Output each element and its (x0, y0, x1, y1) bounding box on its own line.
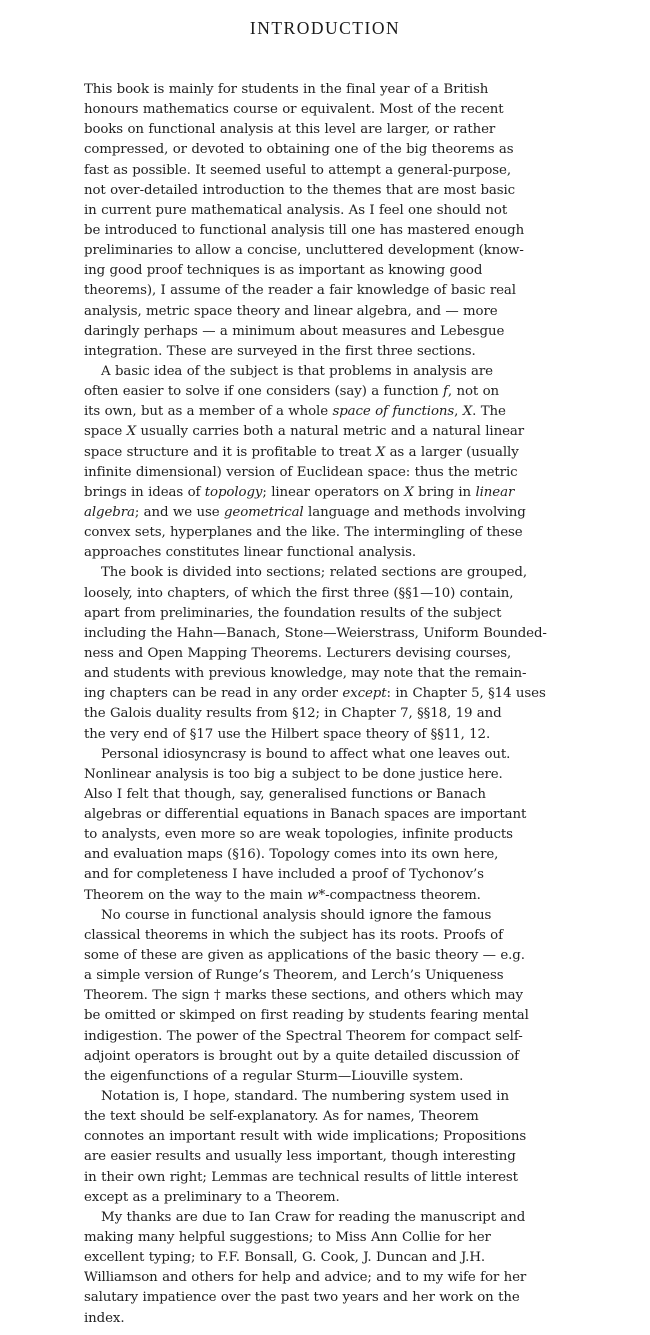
paragraph (84, 906, 589, 1087)
text-line: space structure and it is profitable to treat X as a larger (usually (84, 444, 519, 460)
text-line: No course in functional analysis should ignore the famous (101, 907, 492, 923)
text-line: analysis, metric space theory and linear algebra, and — more (84, 303, 498, 319)
text-line: a simple version of Runge’s Theorem, and Lerch’s Uniqueness (84, 968, 504, 984)
text-line: A basic idea of the subject is that problems in analysis are (101, 363, 493, 379)
text-line: and evaluation maps (§16). Topology comes into its own here, (84, 847, 499, 863)
paragraph (84, 563, 589, 744)
text-line: in current pure mathematical analysis. As I feel one should not (84, 202, 508, 218)
text-line: Notation is, I hope, standard. The numbering system used in (101, 1089, 509, 1105)
text-line: its own, but as a member of a whole space of functions, X. The (84, 404, 506, 420)
text-line: convex sets, hyperplanes and the like. The intermingling of these (84, 525, 523, 541)
text-line: The book is divided into sections; related sections are grouped, (101, 565, 527, 581)
text-line: compressed, or devoted to obtaining one of the big theorems as (84, 142, 514, 158)
text-line: making many helpful suggestions; to Miss Ann Collie for her (84, 1230, 491, 1246)
text-line: Theorem on the way to the main w*-compactness theorem. (84, 887, 481, 903)
text-line: the text should be self-explanatory. As for names, Theorem (84, 1109, 479, 1125)
text-line: Also I felt that though, say, generalised functions or Banach (84, 786, 486, 802)
text-line: not over-detailed introduction to the themes that are most basic (84, 182, 516, 198)
text-line: and students with previous knowledge, may note that the remain- (84, 666, 527, 682)
text-line: often easier to solve if one considers (say) a function f, not on (84, 384, 500, 400)
text-line: Williamson and others for help and advice; and to my wife for her (84, 1270, 527, 1286)
text-line: algebras or differential equations in Banach spaces are important (84, 807, 527, 823)
text-line: ing good proof techniques is as important as knowing good (84, 263, 483, 279)
text-line: apart from preliminaries, the foundation results of the subject (84, 605, 502, 621)
paragraph (84, 1208, 589, 1329)
text-line: salutary impatience over the past two years and her work on the (84, 1290, 520, 1306)
text-line: ness and Open Mapping Theorems. Lecturers devising courses, (84, 645, 512, 661)
text-line: books on functional analysis at this level are larger, or rather (84, 122, 496, 138)
text-line: index. (84, 1310, 125, 1326)
text-line: loosely, into chapters, of which the first three (§§1—10) contain, (84, 585, 514, 601)
text-line: integration. These are surveyed in the first three sections. (84, 343, 476, 359)
text-line: My thanks are due to Ian Craw for reading the manuscript and (101, 1209, 526, 1225)
text-line: theorems), I assume of the reader a fair knowledge of basic real (84, 283, 516, 299)
text-line: honours mathematics course or equivalent. Most of the recent (84, 102, 504, 118)
text-line: fast as possible. It seemed useful to attempt a general-purpose, (84, 162, 511, 178)
text-line: This book is mainly for students in the final year of a British (84, 82, 489, 97)
paragraph (84, 80, 589, 362)
text-line: indigestion. The power of the Spectral Theorem for compact self- (84, 1028, 523, 1044)
text-line: to analysts, even more so are weak topologies, infinite products (84, 827, 513, 843)
page-heading: INTRODUCTION (249, 18, 401, 38)
text-line: are easier results and usually less important, though interesting (84, 1149, 516, 1165)
text-line: Theorem. The sign † marks these sections, and others which may (84, 988, 523, 1004)
text-line: except as a preliminary to a Theorem. (84, 1189, 340, 1205)
text-line: the very end of §17 use the Hilbert space theory of §§11, 12. (84, 726, 491, 742)
paragraph (84, 1087, 589, 1208)
text-line: Nonlinear analysis is too big a subject to be done justice here. (84, 766, 503, 782)
text-line: including the Hahn—Banach, Stone—Weierstrass, Uniform Bounded- (84, 625, 547, 641)
text-line: preliminaries to allow a concise, uncluttered development (know- (84, 243, 524, 259)
paragraph (84, 745, 589, 906)
text-line: excellent typing; to F.F. Bonsall, G. Cook, J. Duncan and J.H. (84, 1250, 486, 1266)
text-line: classical theorems in which the subject has its roots. Proofs of (84, 927, 503, 943)
text-line: infinite dimensional) version of Euclidean space: thus the metric (84, 464, 518, 480)
text-line: Personal idiosyncrasy is bound to affect what one leaves out. (101, 746, 511, 762)
text-line: algebra; and we use geometrical language and methods involving (84, 504, 526, 520)
text-line: the Galois duality results from §12; in Chapter 7, §§18, 19 and (84, 706, 502, 722)
introduction-body (84, 80, 589, 1329)
text-line: connotes an important result with wide implications; Propositions (84, 1129, 527, 1145)
text-line: be omitted or skimped on first reading by students fearing mental (84, 1008, 529, 1024)
text-line: ing chapters can be read in any order except: in Chapter 5, §14 uses (84, 686, 546, 702)
text-line: some of these are given as applications of the basic theory — e.g. (84, 948, 525, 964)
text-line: and for completeness I have included a proof of Tychonov’s (84, 867, 484, 883)
text-line: space X usually carries both a natural metric and a natural linear (84, 424, 524, 440)
text-line: be introduced to functional analysis till one has mastered enough (84, 222, 525, 238)
text-line: in their own right; Lemmas are technical results of little interest (84, 1169, 518, 1185)
text-line: daringly perhaps — a minimum about measures and Lebesgue (84, 323, 505, 339)
text-line: the eigenfunctions of a regular Sturm—Liouville system. (84, 1068, 464, 1084)
paragraph (84, 362, 589, 563)
text-line: adjoint operators is brought out by a quite detailed discussion of (84, 1048, 520, 1064)
text-line: brings in ideas of topology; linear operators on X bring in linear (84, 484, 515, 500)
text-line: approaches constitutes linear functional analysis. (84, 545, 416, 561)
